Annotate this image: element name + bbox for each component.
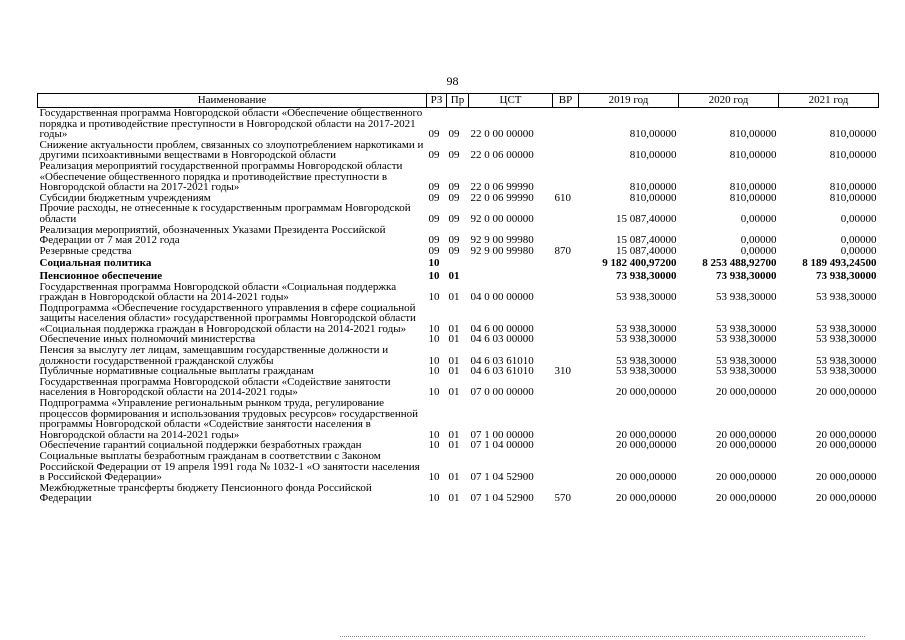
- cell-vr: [553, 161, 579, 193]
- cell-pr: 01: [448, 354, 460, 367]
- cell-y2021: 810,00000: [829, 128, 877, 141]
- cell-y2021: 20 000,00000: [816, 428, 877, 441]
- cell-rz: 10: [428, 333, 440, 346]
- cell-y2019: 15 087,40000: [616, 244, 677, 257]
- cell-cst: 04 6 00 00000: [470, 322, 534, 335]
- cell-cst: [469, 256, 553, 269]
- cell-cst: 07 1 00 00000: [470, 428, 534, 441]
- table-row: [38, 303, 879, 335]
- cell-vr: 570: [554, 492, 571, 505]
- table-row: [38, 345, 879, 366]
- cell-pr: 01: [448, 428, 460, 441]
- cell-y2019: 810,00000: [629, 181, 677, 194]
- cell-pr: 09: [448, 191, 460, 204]
- cell-name: Государственная программа Новгородской области «Социальная поддержка граждан в Новгородской области на 2014-2021 годы»: [39, 280, 397, 304]
- cell-y2021: 0,00000: [840, 244, 877, 257]
- cell-name: Социальные выплаты безработным гражданам в соответствии с Законом Российской Федерации от 19 апреля 1991 года № 1032-1 «О занятости населения в Российской Федерации»: [39, 450, 420, 484]
- cell-rz: 10: [428, 471, 440, 484]
- cell-y2020: 810,00000: [729, 181, 777, 194]
- cell-vr: [553, 440, 579, 451]
- table-row: [38, 451, 879, 483]
- cell-cst: 04 6 03 61010: [470, 354, 534, 367]
- cell-y2021: 20 000,00000: [816, 471, 877, 484]
- cell-y2019: 9 182 400,97200: [602, 257, 677, 270]
- cell-y2021: 0,00000: [840, 234, 877, 247]
- cell-name: Публичные нормативные социальные выплаты гражданам: [39, 365, 314, 378]
- cell-pr: 01: [448, 269, 460, 282]
- cell-y2020: 20 000,00000: [716, 386, 777, 399]
- cell-y2019: 810,00000: [629, 149, 677, 162]
- header-2019: 2019 год: [579, 94, 679, 108]
- cell-y2020: 0,00000: [740, 212, 777, 225]
- cell-y2019: 20 000,00000: [616, 471, 677, 484]
- cell-y2021: 53 938,30000: [816, 333, 877, 346]
- cell-y2021: 20 000,00000: [816, 386, 877, 399]
- cell-rz: 09: [428, 181, 440, 194]
- cell-name: Снижение актуальности проблем, связанных со злоупотреблением наркотиками и другими психоактивными веществами в Новгородской области: [39, 138, 424, 162]
- cell-cst: 07 1 04 52900: [470, 492, 534, 505]
- cell-name: Государственная программа Новгородской области «Обеспечение общественного порядка и противодействие преступности в Новгородской области на 2017-2021 годы»: [39, 107, 423, 141]
- cell-cst: 07 1 04 52900: [470, 471, 534, 484]
- cell-y2019: 53 938,30000: [616, 354, 677, 367]
- cell-y2019: 15 087,40000: [616, 234, 677, 247]
- header-2020: 2020 год: [679, 94, 779, 108]
- cell-y2020: 73 938,30000: [716, 269, 777, 282]
- cell-rz: 09: [428, 191, 440, 204]
- page-number: 98: [446, 74, 459, 88]
- cell-rz: 10: [428, 269, 440, 282]
- cell-pr: [447, 256, 469, 269]
- cell-y2020: 53 938,30000: [716, 354, 777, 367]
- cell-y2019: 53 938,30000: [616, 291, 677, 304]
- cell-pr: 01: [448, 365, 460, 378]
- cell-y2021: 810,00000: [829, 191, 877, 204]
- cell-rz: 10: [428, 439, 440, 452]
- table-row: [38, 108, 879, 140]
- cell-pr: 09: [448, 149, 460, 162]
- cell-name: Подпрограмма «Управление региональным рынком труда, регулирование процессов формирования и использования трудовых ресурсов» государственной программы Новгородской области «Содействие занятости населения в Новгородской области на 2014-2021 годы»: [39, 397, 419, 441]
- table-row: [38, 269, 879, 282]
- cell-rz: 09: [428, 128, 440, 141]
- cell-name: Пенсия за выслугу лет лицам, замещавшим государственные должности и должности государственной гражданской службы: [39, 344, 389, 367]
- cell-y2019: 20 000,00000: [616, 492, 677, 505]
- cell-name: Государственная программа Новгородской области «Содействие занятости населения в Новгородской области на 2014-2021 годы»: [39, 375, 391, 399]
- cell-name: Межбюджетные трансферты бюджету Пенсионного фонда Российской Федерации: [39, 481, 372, 505]
- cell-y2019: 53 938,30000: [616, 333, 677, 346]
- cell-pr: 09: [448, 244, 460, 257]
- cell-cst: 92 9 00 99980: [470, 234, 534, 247]
- table-row: [38, 161, 879, 193]
- cell-cst: 92 0 00 00000: [470, 212, 534, 225]
- cell-cst: 07 1 04 00000: [470, 439, 534, 452]
- cell-rz: 10: [428, 386, 440, 399]
- cell-vr: [553, 451, 579, 483]
- cell-name: Подпрограмма «Обеспечение государственного управления в сфере социальной защиты населения области» государственной программы Новгородской области «Социальная поддержка граждан в Новгородской области на 2014-2021 годы»: [39, 301, 416, 335]
- cell-rz: 10: [428, 492, 440, 505]
- cell-y2019: 810,00000: [629, 128, 677, 141]
- cell-cst: 22 0 06 99990: [470, 181, 534, 194]
- cell-rz: 10: [428, 428, 440, 441]
- cell-rz: 09: [428, 234, 440, 247]
- header-pr: Пр: [447, 94, 469, 108]
- header-2021: 2021 год: [779, 94, 879, 108]
- cell-rz: 10: [428, 257, 440, 270]
- cell-y2019: 73 938,30000: [616, 269, 677, 282]
- cell-y2019: 53 938,30000: [616, 365, 677, 378]
- cell-y2020: 20 000,00000: [716, 471, 777, 484]
- cell-pr: 01: [448, 322, 460, 335]
- cell-rz: 09: [428, 149, 440, 162]
- header-name: Наименование: [38, 94, 427, 108]
- cell-y2020: 810,00000: [729, 191, 777, 204]
- cell-name: Реализация мероприятий, обозначенных Указами Президента Российской Федерации от 7 мая 2012 года: [39, 223, 386, 247]
- cell-y2020: 8 253 488,92700: [702, 257, 777, 270]
- cell-name: Обеспечение гарантий социальной поддержки безработных граждан: [39, 439, 362, 452]
- cell-pr: 01: [448, 333, 460, 346]
- cell-pr: 09: [448, 234, 460, 247]
- cell-vr: [553, 398, 579, 440]
- cell-y2020: 0,00000: [740, 234, 777, 247]
- cell-vr: [553, 225, 579, 246]
- cell-cst: [469, 269, 553, 282]
- cell-pr: 01: [448, 386, 460, 399]
- cell-rz: 09: [428, 212, 440, 225]
- cell-y2021: 0,00000: [840, 212, 877, 225]
- table-row: [38, 203, 879, 224]
- cell-y2021: 8 189 493,24500: [802, 257, 877, 270]
- cell-cst: 92 9 00 99980: [470, 244, 534, 257]
- cell-vr: [553, 108, 579, 140]
- cell-vr: [553, 140, 579, 161]
- cell-vr: [553, 334, 579, 345]
- cell-rz: 10: [428, 322, 440, 335]
- cell-pr: 09: [448, 181, 460, 194]
- cell-pr: 09: [448, 212, 460, 225]
- table-row: [38, 377, 879, 398]
- cell-y2021: 53 938,30000: [816, 354, 877, 367]
- cell-y2021: 20 000,00000: [816, 492, 877, 505]
- cell-cst: 04 6 03 00000: [470, 333, 534, 346]
- cell-cst: 07 0 00 00000: [470, 386, 534, 399]
- cell-y2020: 0,00000: [740, 244, 777, 257]
- header-cst: ЦСТ: [469, 94, 553, 108]
- cell-vr: [553, 377, 579, 398]
- cell-vr: [553, 345, 579, 366]
- cell-rz: 10: [428, 365, 440, 378]
- cell-y2019: 15 087,40000: [616, 212, 677, 225]
- table-header-row: [38, 94, 879, 108]
- footer-dotted-rule: [340, 636, 865, 637]
- cell-y2021: 20 000,00000: [816, 439, 877, 452]
- cell-vr: 870: [554, 244, 571, 257]
- cell-y2020: 810,00000: [729, 128, 777, 141]
- cell-name: Субсидии бюджетным учреждениям: [39, 191, 211, 204]
- cell-cst: 04 0 00 00000: [470, 291, 534, 304]
- cell-y2021: 810,00000: [829, 181, 877, 194]
- header-vr: ВР: [553, 94, 579, 108]
- table-row: [38, 483, 879, 504]
- cell-y2021: 73 938,30000: [816, 269, 877, 282]
- cell-y2019: 53 938,30000: [616, 322, 677, 335]
- cell-name: Обеспечение иных полномочий министерства: [39, 333, 256, 346]
- cell-y2020: 53 938,30000: [716, 333, 777, 346]
- cell-pr: 01: [448, 439, 460, 452]
- table-row: [38, 140, 879, 161]
- table-body: [38, 108, 879, 504]
- cell-rz: 09: [428, 244, 440, 257]
- cell-name: Реализация мероприятий государственной программы Новгородской области «Обеспечение общественного порядка и противодействие преступности в Новгородской области на 2017-2021 годы»: [39, 159, 403, 194]
- cell-y2020: 20 000,00000: [716, 428, 777, 441]
- table-row: [38, 225, 879, 246]
- cell-y2021: 810,00000: [829, 149, 877, 162]
- cell-name: Прочие расходы, не отнесенные к государственным программам Новгородской области: [39, 202, 411, 225]
- cell-y2020: 20 000,00000: [716, 439, 777, 452]
- cell-pr: 01: [448, 291, 460, 304]
- cell-vr: [553, 269, 579, 282]
- cell-name: Социальная политика: [39, 257, 152, 270]
- cell-name: Резервные средства: [39, 244, 132, 257]
- table-row: [38, 256, 879, 269]
- cell-y2019: 20 000,00000: [616, 439, 677, 452]
- cell-y2020: 53 938,30000: [716, 291, 777, 304]
- table-row: [38, 398, 879, 440]
- cell-y2019: 20 000,00000: [616, 428, 677, 441]
- cell-rz: 10: [428, 291, 440, 304]
- cell-y2021: 53 938,30000: [816, 365, 877, 378]
- cell-y2019: 810,00000: [629, 191, 677, 204]
- cell-y2020: 20 000,00000: [716, 492, 777, 505]
- cell-y2020: 53 938,30000: [716, 322, 777, 335]
- cell-cst: 04 6 03 61010: [470, 365, 534, 378]
- cell-y2021: 53 938,30000: [816, 322, 877, 335]
- table-row: [38, 282, 879, 303]
- cell-y2021: 53 938,30000: [816, 291, 877, 304]
- cell-pr: 09: [448, 128, 460, 141]
- cell-y2020: 810,00000: [729, 149, 777, 162]
- cell-y2020: 53 938,30000: [716, 365, 777, 378]
- cell-vr: 310: [554, 365, 571, 378]
- cell-name: Пенсионное обеспечение: [39, 269, 163, 282]
- cell-vr: [553, 282, 579, 303]
- header-rz: РЗ: [427, 94, 447, 108]
- table-row: [38, 246, 879, 257]
- cell-vr: [553, 256, 579, 269]
- cell-vr: [553, 303, 579, 335]
- cell-vr: 610: [554, 191, 571, 204]
- cell-cst: 22 0 00 00000: [470, 128, 534, 141]
- cell-cst: 22 0 06 99990: [470, 191, 534, 204]
- budget-table: [37, 93, 879, 504]
- cell-vr: [553, 203, 579, 224]
- cell-rz: 10: [428, 354, 440, 367]
- cell-cst: 22 0 06 00000: [470, 149, 534, 162]
- cell-y2019: 20 000,00000: [616, 386, 677, 399]
- cell-pr: 01: [448, 471, 460, 484]
- cell-pr: 01: [448, 492, 460, 505]
